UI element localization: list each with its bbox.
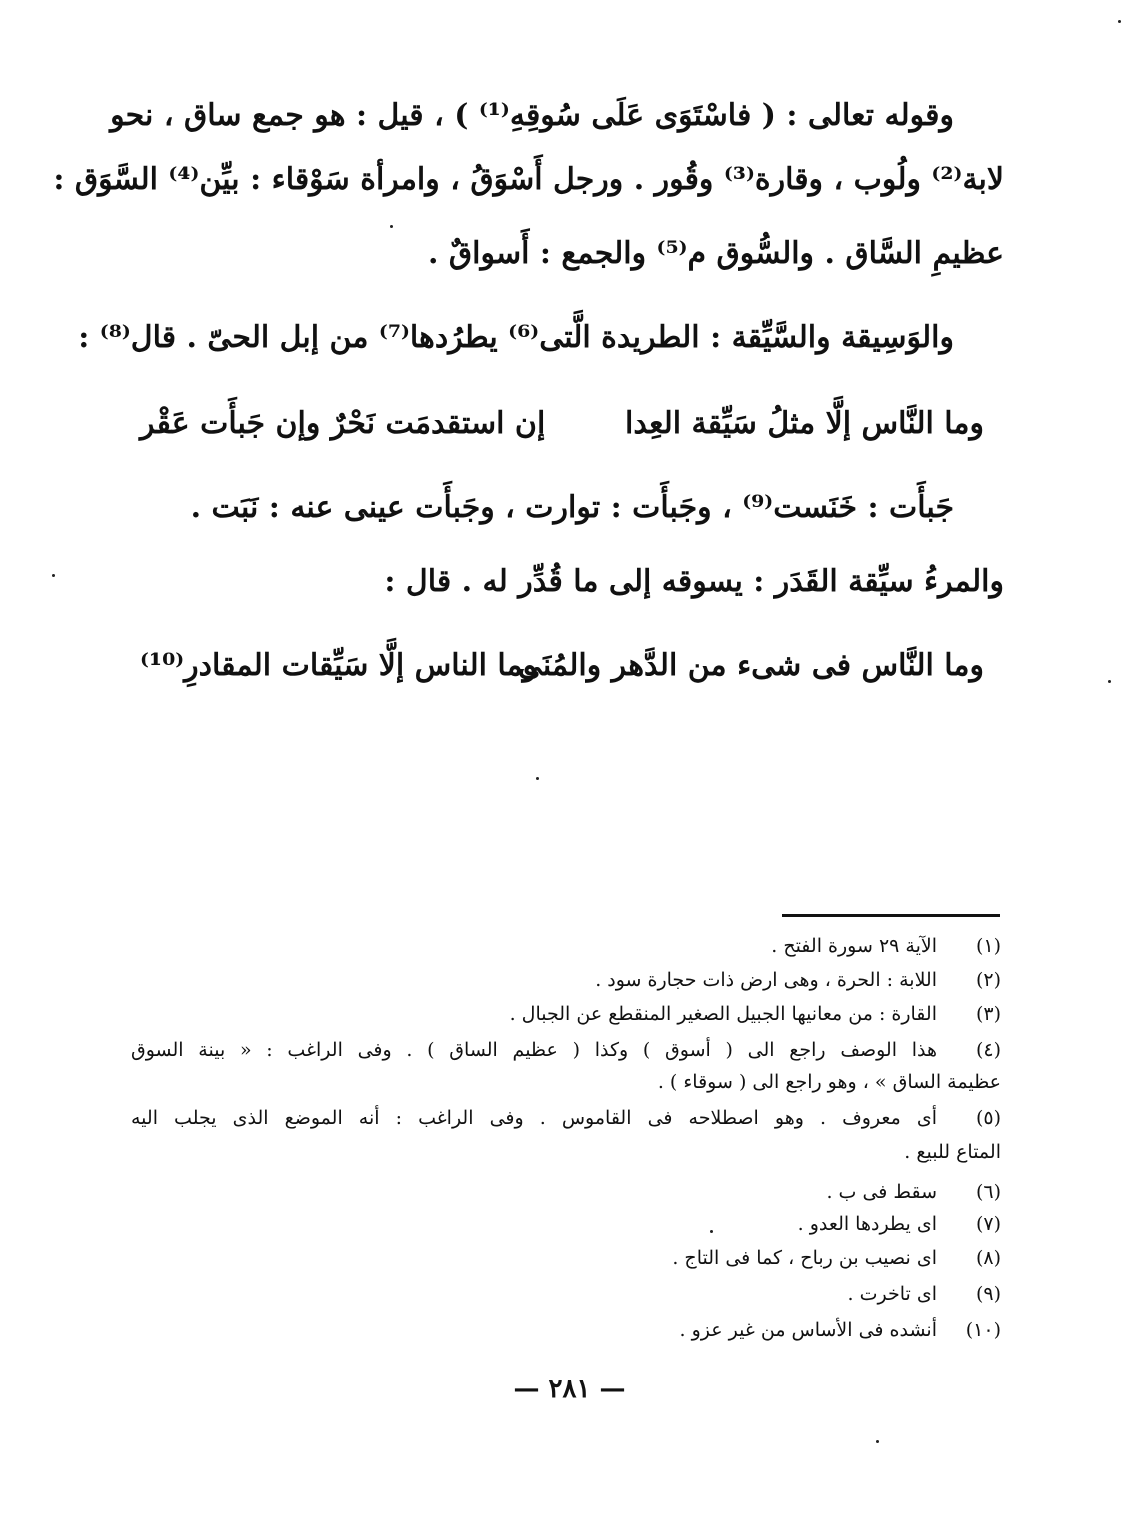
footnote-separator-rule bbox=[782, 914, 1000, 917]
footnote-5-continuation: المتاع للبيع . bbox=[904, 1141, 1001, 1163]
body-line-1: وقوله تعالى : ( فاسْتَوَى عَلَى سُوقِهِ⁽¹⁾ ) ، قيل : هو جمع ساق ، نحو bbox=[110, 98, 954, 133]
scan-speck bbox=[390, 225, 393, 228]
body-line-5: جَبأَت : خَنَست⁽⁹⁾ ، وجَبأَت : توارت ، وجَبأَت عينى عنه : نَبَت . bbox=[190, 490, 954, 525]
footnote-1 bbox=[771, 932, 1001, 960]
footnote-4 bbox=[131, 1036, 1001, 1064]
footnote-text: القارة : من معانيها الجبيل الصغير المنقطع عن الجبال . bbox=[509, 1003, 937, 1025]
footnote-number: (٣) bbox=[975, 1003, 1001, 1025]
scan-speck bbox=[52, 574, 55, 577]
footnote-5 bbox=[131, 1104, 1001, 1132]
footnote-number: (٩) bbox=[975, 1283, 1001, 1305]
footnote-number: (٤) bbox=[975, 1039, 1001, 1061]
scan-speck bbox=[1118, 20, 1121, 23]
body-line-3: عظيمِ السَّاق . والسُّوق م⁽⁵⁾ والجمع : أَسواقٌ . bbox=[427, 236, 1004, 271]
footnote-text: أنشده فى الأساس من غير عزو . bbox=[679, 1319, 937, 1341]
footnote-4-continuation: عظيمة الساق » ، وهو راجع الى ( سوقاء ) . bbox=[657, 1071, 1001, 1093]
footnote-text: اى تاخرت . bbox=[847, 1283, 937, 1305]
footnote-text: اى نصيب بن رباح ، كما فى التاج . bbox=[672, 1247, 937, 1269]
footnote-number: (٦) bbox=[975, 1181, 1001, 1203]
footnote-9 bbox=[848, 1280, 1001, 1308]
footnote-text: سقط فى ب . bbox=[826, 1181, 937, 1203]
footnote-text: هذا الوصف راجع الى ( أسوق ) وكذا ( عظيم الساق ) . وفى الراغب : « بينة السوق bbox=[131, 1039, 937, 1061]
footnote-number: (٧) bbox=[975, 1213, 1001, 1235]
footnote-8 bbox=[672, 1244, 1001, 1272]
scan-speck bbox=[710, 1230, 713, 1233]
footnote-text: أى معروف . وهو اصطلاحه فى القاموس . وفى الراغب : أنه الموضع الذى يجلب اليه bbox=[131, 1107, 937, 1129]
page-number: — ٢٨١ — bbox=[513, 1374, 626, 1404]
footnote-text: اى يطردها العدو . bbox=[797, 1213, 937, 1235]
verse-2-second-hemistich: وما الناس إلَّا سَيِّقات المقادرِ⁽¹⁰⁾ bbox=[140, 648, 538, 683]
footnote-2 bbox=[595, 966, 1001, 994]
footnote-6 bbox=[826, 1178, 1001, 1206]
scan-speck bbox=[1108, 680, 1111, 683]
footnote-number: (١٠) bbox=[965, 1319, 1001, 1341]
body-line-2: لابة⁽²⁾ ولُوب ، وقارة⁽³⁾ وقُور . ورجل أَسْوَقُ ، وامرأة سَوْقاء : بيِّن⁽⁴⁾ السَّوَق : bbox=[53, 162, 1004, 197]
footnote-number: (١) bbox=[975, 935, 1001, 957]
scan-speck bbox=[536, 777, 539, 780]
footnote-10 bbox=[680, 1316, 1001, 1344]
footnote-7 bbox=[798, 1210, 1001, 1238]
footnote-number: (٢) bbox=[975, 969, 1001, 991]
verse-2-first-hemistich: وما النَّاس فى شىء من الدَّهر والمُنَى bbox=[517, 648, 984, 683]
footnote-number: (٥) bbox=[975, 1107, 1001, 1129]
body-line-6: والمرءُ سيِّقة القَدَر : يسوقه إلى ما قُدِّر له . قال : bbox=[384, 564, 1004, 599]
scan-speck bbox=[876, 1440, 879, 1443]
footnote-text: الآية ٢٩ سورة الفتح . bbox=[771, 935, 937, 957]
footnote-3 bbox=[510, 1000, 1001, 1028]
verse-1-second-hemistich: إن استقدمَت نَحْرٌ وإن جَبأَت عَقْر bbox=[140, 406, 546, 441]
footnote-number: (٨) bbox=[975, 1247, 1001, 1269]
verse-1-first-hemistich: وما النَّاس إلَّا مثلُ سَيِّقة العِدا bbox=[625, 406, 984, 441]
footnote-text: اللابة : الحرة ، وهى ارض ذات حجارة سود . bbox=[595, 969, 937, 991]
body-line-4: والوَسِيقة والسَّيِّقة : الطريدة الَّتى⁽⁶⁾ يطرُدها⁽⁷⁾ من إبل الحىّ . قال⁽⁸⁾ : bbox=[78, 320, 954, 355]
